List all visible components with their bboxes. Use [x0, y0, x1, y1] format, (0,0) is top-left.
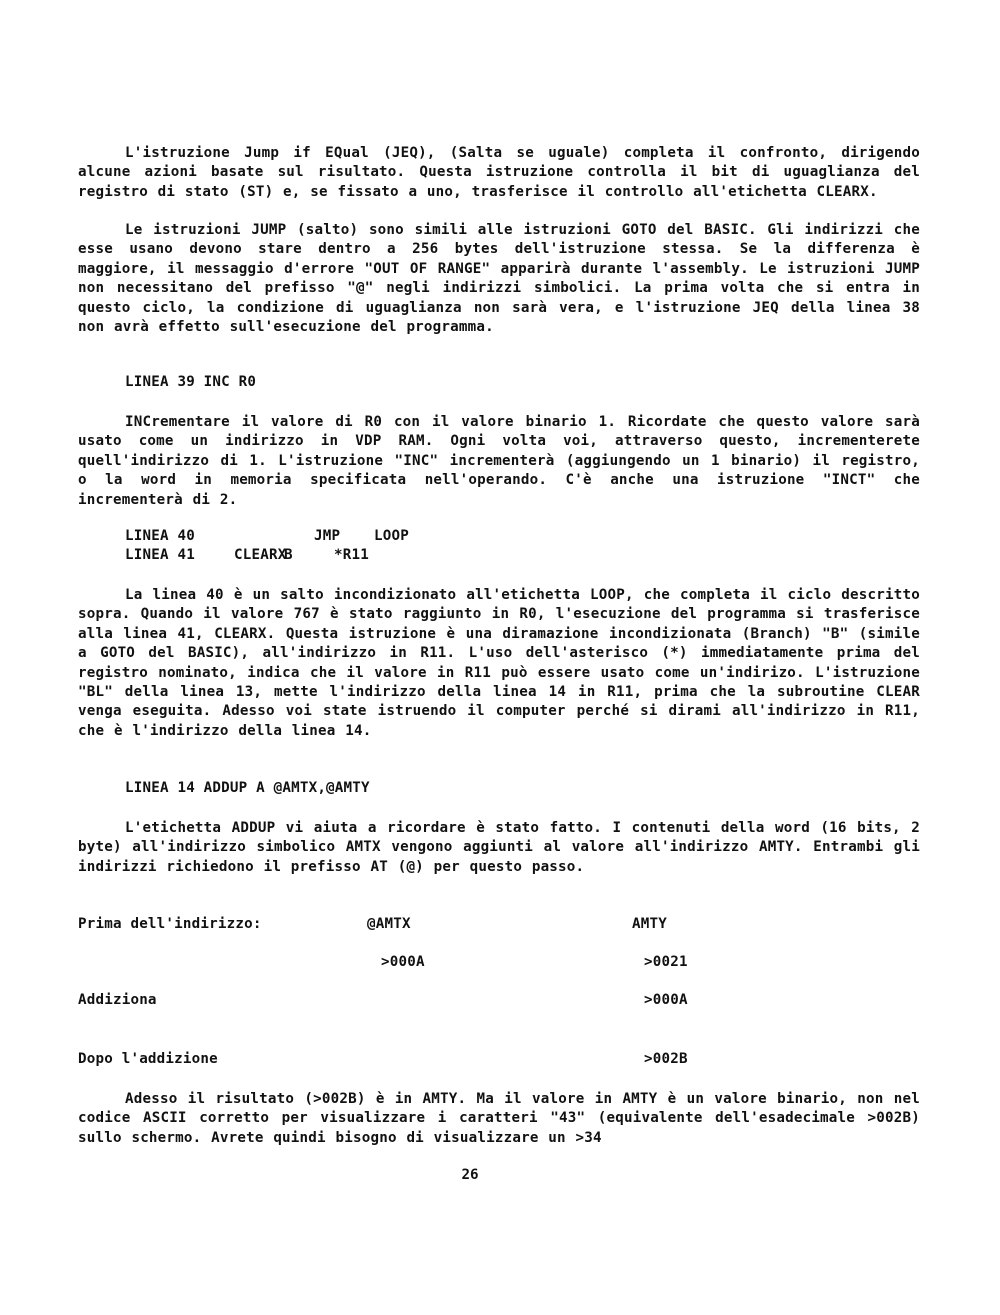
paragraph-addup: L'etichetta ADDUP vi aiuta a ricordare è stato fatto. I contenuti della word (16 bits, 2 byte) all'indirizzo simbolico AMTX vengono aggiunti al valore all'indirizzo AMTY. Entrambi gli indirizzi richiedono il prefisso AT (@) per questo passo. — [78, 820, 920, 875]
table-value-amtx: >000A — [381, 954, 425, 970]
code-label: CLEARX — [234, 547, 287, 563]
table-value-amty: >0021 — [644, 954, 688, 970]
table-header-amty: AMTY — [632, 916, 667, 932]
table-label-dopo: Dopo l'addizione — [78, 1051, 218, 1067]
paragraph-result: Adesso il risultato (>002B) è in AMTY. Ma il valore in AMTY è un valore binario, non nel codice ASCII corretto per visualizzare i caratteri "43" (equivalente dell'esadecimale >002B) sullo schermo. Avrete quindi bisogno di visualizzare un >34 — [78, 1091, 920, 1146]
code-operand: LOOP — [374, 528, 409, 544]
heading-linea-39: LINEA 39 INC R0 — [125, 374, 257, 390]
code-line-number: LINEA 41 — [125, 547, 195, 563]
code-opcode: JMP — [314, 528, 341, 544]
paragraph-jmp-loop: La linea 40 è un salto incondizionato all'etichetta LOOP, che completa il ciclo descritto sopra. Quando il valore 767 è stato raggiunto in R0, l'esecuzione del programma si trasferisce alla linea 41, CLEARX. Questa istruzione è una diramazione incondizionata (Branch) "B" (simile a GOTO del BASIC), all'indirizzo in R11. L'uso dell'asterisco (*) immediatamente prima del registro nominato, indica che il valore in R11 può essere usato come un'indirizo. L'istruzione "BL" della linea 13, mette l'indirizzo della linea 14 in R11, prima che la subroutine CLEAR venga eseguita. Adesso voi state istruendo il computer perché si dirami all'indirizzo in R11, che è l'indirizzo della linea 14. — [78, 587, 920, 739]
table-label-prima: Prima dell'indirizzo: — [78, 916, 262, 932]
heading-linea-14: LINEA 14 ADDUP A @AMTX,@AMTY — [125, 780, 370, 796]
paragraph-inc: INCrementare il valore di R0 con il valore binario 1. Ricordate che questo valore sarà usato come un indirizzo in VDP RAM. Ogni volta voi, attraverso questo, incrementerete quell'indirizzo di 1. L'istruzione "INC" incrementerà (aggiungendo un 1 binario) il registro, o la word in memoria specificata nell'operando. C'è anche una istruzione "INCT" che incrementerà di 2. — [78, 414, 920, 508]
code-operand: *R11 — [334, 547, 369, 563]
code-opcode: B — [284, 547, 293, 563]
table-value-addend: >000A — [644, 992, 688, 1008]
table-header-amtx: @AMTX — [367, 916, 411, 932]
table-label-addiziona: Addiziona — [78, 992, 157, 1008]
paragraph-jeq: L'istruzione Jump if EQual (JEQ), (Salta se uguale) completa il confronto, dirigendo alcune azioni basate sul risultato. Questa istruzione controlla il bit di uguaglianza del registro di stato (ST) e, se fissato a uno, trasferisce il controllo all'etichetta CLEARX. — [78, 145, 920, 200]
code-line-number: LINEA 40 — [125, 528, 195, 544]
page-number: 26 — [461, 1167, 479, 1183]
table-value-result: >002B — [644, 1051, 688, 1067]
paragraph-jump: Le istruzioni JUMP (salto) sono simili alle istruzioni GOTO del BASIC. Gli indirizzi che esse usano devono stare dentro a 256 bytes dell'istruzione stessa. Se la differenza è maggiore, il messaggio d'errore "OUT OF RANGE" apparirà durante l'assembly. Le istruzioni JUMP non necessitano del prefisso "@" negli indirizzi simbolici. La prima volta che si entra in questo ciclo, la condizione di uguaglianza non sarà vera, e l'istruzione JEQ della linea 38 non avrà effetto sull'esecuzione del programma. — [78, 222, 920, 336]
